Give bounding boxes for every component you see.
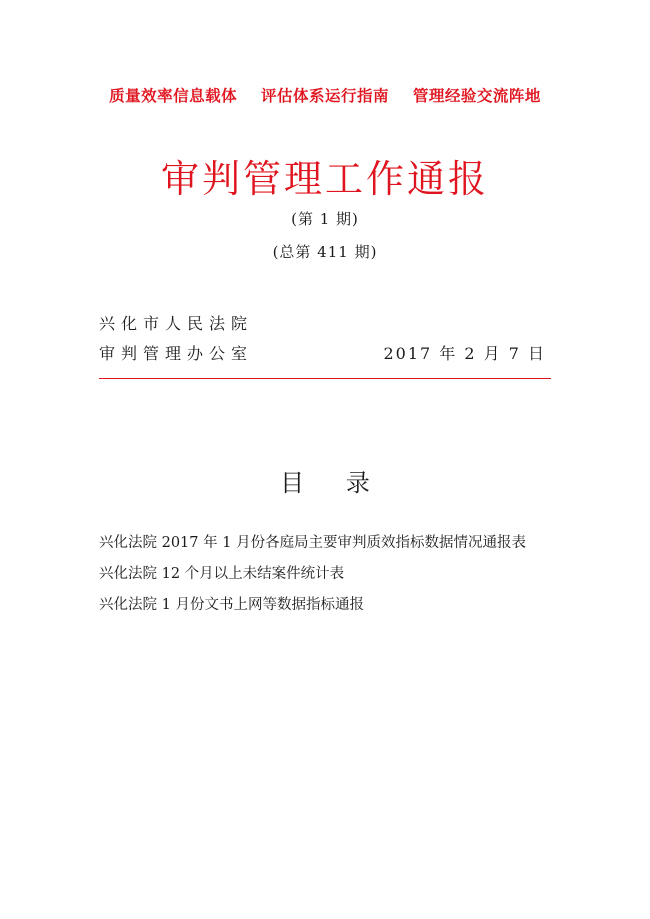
office-name: 审判管理办公室 <box>99 344 254 363</box>
red-divider <box>99 378 551 379</box>
tagline <box>0 84 650 106</box>
toc-heading <box>0 463 650 498</box>
toc-item: 兴化法院 2017 年 1 月份各庭局主要审判质效指标数据情况通报表 <box>99 535 527 551</box>
toc-list <box>99 528 526 621</box>
court-name: 兴化市人民法院 <box>99 314 254 333</box>
publish-date: 2017 年 2 月 7 日 <box>383 344 546 363</box>
tagline-part: 质量效率信息载体 <box>109 87 238 105</box>
toc-heading-char: 目 <box>280 469 305 497</box>
issue-number: (第 1 期) <box>291 210 359 228</box>
toc-item: 兴化法院 12 个月以上未结案件统计表 <box>99 566 345 582</box>
tagline-part: 评估体系运行指南 <box>260 87 389 105</box>
page-title: 审判管理工作通报 <box>160 157 489 201</box>
total-issue-number: (总第 411 期) <box>272 243 378 261</box>
tagline-part: 管理经验交流阵地 <box>412 87 541 105</box>
toc-item: 兴化法院 1 月份文书上网等数据指标通报 <box>99 597 364 613</box>
toc-heading-char: 录 <box>345 469 370 497</box>
